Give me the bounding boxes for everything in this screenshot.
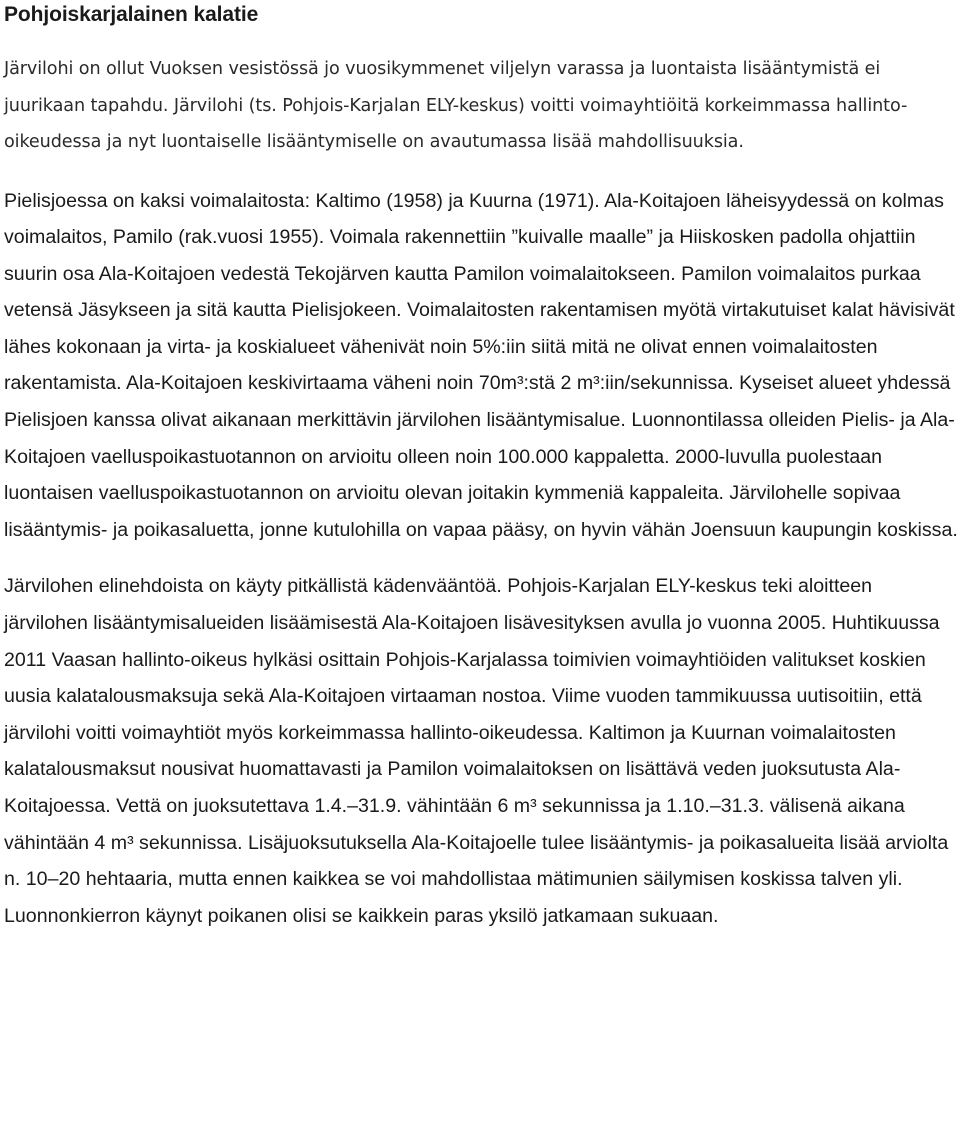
paragraph-power-plants: Pielisjoessa on kaksi voimalaitosta: Kaltimo (1958) ja Kuurna (1971). Ala-Koitajoen läheisyydessä on kolmas voimalaitos, Pamilo (rak.vuosi 1955). Voimala rakennettiin ”kuivalle maalle” ja Hiiskosken padolla ohjattiin suurin osa Ala-Koitajoen vedestä Tekojärven kautta Pamilon voimalaitokseen. Pamilon voimalaitos purkaa vetensä Jäsykseen ja sitä kautta Pielisjokeen. Voimalaitosten rakentamisen myötä virtakutuiset kalat hävisivät lähes kokonaan ja virta- ja koskialueet vähenivät noin 5%:iin siitä mitä ne olivat ennen voimalaitosten rakentamista. Ala-Koitajoen keskivirtaama väheni noin 70m³:stä 2 m³:iin/sekunnissa. Kyseiset alueet yhdessä Pielisjoen kanssa olivat aikanaan merkittävin järvilohen lisääntymisalue. Luonnontilassa olleiden Pielis- ja Ala-Koitajoen vaelluspoikastuotannon on arvioitu olleen noin 100.000 kappaletta. 2000-luvulla puolestaan luontaisen vaelluspoikastuotannon on arvioitu olevan joitakin kymmeniä kappaleita. Järvilohelle sopivaa lisääntymis- ja poikasaluetta, jonne kutulohilla on vapaa pääsy, on hyvin vähän Joensuun kaupungin koskissa. <box>4 189 958 541</box>
document-page <box>4 0 960 934</box>
paragraph-intro: Järvilohi on ollut Vuoksen vesistössä jo vuosikymmenet viljelyn varassa ja luontaista lisääntymistä ei juurikaan tapahdu. Järvilohi (ts. Pohjois-Karjalan ELY-keskus) voitti voimayhtiöitä korkeimmassa hallinto-oikeudessa ja nyt luontaiselle lisääntymiselle on avautumassa lisää mahdollisuuksia. <box>4 59 908 152</box>
document-title: Pohjoiskarjalainen kalatie <box>4 3 259 26</box>
paragraph-legal-dispute: Järvilohen elinehdoista on käyty pitkällistä kädenvääntöä. Pohjois-Karjalan ELY-keskus teki aloitteen järvilohen lisääntymisalueiden lisäämisestä Ala-Koitajoen lisävesityksen avulla jo vuonna 2005. Huhtikuussa 2011 Vaasan hallinto-oikeus hylkäsi osittain Pohjois-Karjalassa toimivien voimayhtiöiden valitukset koskien uusia kalatalousmaksuja sekä Ala-Koitajoen virtaaman nostoa. Viime vuoden tammikuussa uutisoitiin, että järvilohi voitti voimayhtiöt myös korkeimmassa hallinto-oikeudessa. Kaltimon ja Kuurnan voimalaitosten kalatalousmaksut nousivat huomattavasti ja Pamilon voimalaitoksen on lisättävä veden juoksutusta Ala-Koitajoessa. Vettä on juoksutettava 1.4.–31.9. vähintään 6 m³ sekunnissa ja 1.10.–31.3. välisenä aikana vähintään 4 m³ sekunnissa. Lisäjuoksutuksella Ala-Koitajoelle tulee lisääntymis- ja poikasalueita lisää arviolta n. 10–20 hehtaaria, mutta ennen kaikkea se voi mahdollistaa mätimunien säilymisen koskissa talven yli. Luonnonkierron käynyt poikanen olisi se kaikkein paras yksilö jatkamaan sukuaan. <box>4 575 949 927</box>
